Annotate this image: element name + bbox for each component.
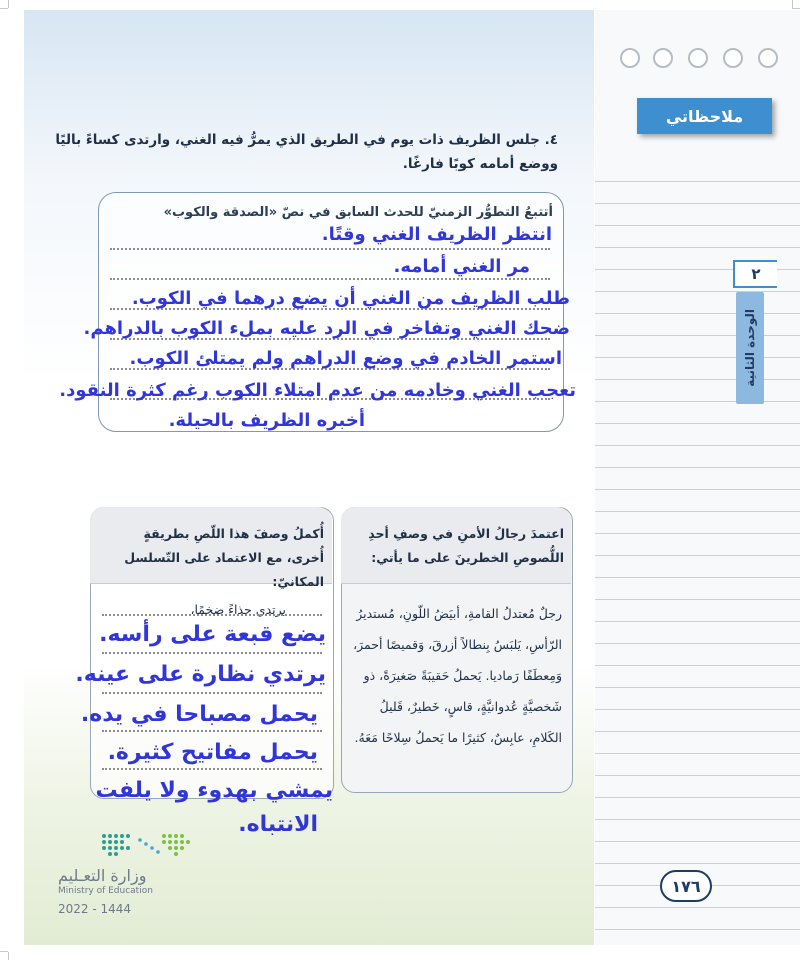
answer-line [102,692,322,694]
describe-answer-6: الانتباه. [238,812,318,837]
describe-thief-heading: أُكملُ وصفَ هذا اللّصِ بطريقةٍ أُخرى، مع الاعتماد على التّسلسل المكانيّ: [124,526,324,589]
describe-answer-3: يحمل مصباحا في يده. [80,702,318,727]
answer-line [102,768,322,770]
timeline-answer-1: انتظر الظريف الغني وقتًا. [321,224,552,245]
answer-line [102,730,322,732]
describe-answer-1: يضع قبعة على رأسه. [99,622,326,647]
timeline-answer-7: أخبره الظريف بالحيلة. [168,410,365,431]
answer-line [110,248,550,250]
unit-label: الوحدة الثانية [743,309,757,387]
describe-answer-4: يحمل مفاتيح كثيرة. [107,740,318,765]
page-number: ١٧٦ [660,870,712,902]
unit-tab [736,292,764,404]
timeline-answer-6: تعجب الغني وخادمه من عدم امتلاء الكوب رغم كثرة النقود. [59,380,576,401]
binder-ring-icon [653,48,673,68]
timeline-box-title: أتتبعُ التطوُّر الزمنيّ للحدث السابق في نصّ «الصدقة والكوب» [163,205,553,220]
binder-ring-icon [620,48,640,68]
police-description-heading: اعتمدَ رجالُ الأمنِ في وصفِ أحدِ اللُّصوصِ الخطرينَ على ما يأتي: [368,526,564,565]
ministry-logo-icon [100,832,190,858]
describe-thief-starter: يرتدي حذاءً ضخمًا، [190,602,286,617]
binder-ring-icon [723,48,743,68]
ministry-name-english: Ministry of Education [58,886,153,896]
timeline-answer-4: ضحك الغني وتفاخر في الرد عليه بملء الكوب بالدراهم. [83,318,570,339]
answer-line [102,614,322,616]
describe-answer-5: يمشي بهدوء ولا يلفت [95,778,333,803]
binder-ring-icon [688,48,708,68]
timeline-answer-3: طلب الظريف من الغني أن يضع درهما في الكوب. [131,288,570,309]
answer-line [102,652,322,654]
question-text: ٤. جلس الظريف ذات يوم في الطريق الذي يمرُّ فيه الغني، وارتدى كساءً باليًا ووضع أمامه كوبًا فارغًا. [55,132,558,172]
police-description-body: رجلٌ مُعتدلُ القامةِ، أبيَضُ اللّونِ، مُستديرُ الرّأسِ، يَلبَسُ بِنطالاً أزرقَ، وَقميصًا أحمرَ، وَمِعطَفًا رَماديا. يَحملُ حَقيبَةً صَغيرَةً، ذو شَخصيَّةٍ عُدوانيَّةٍ، قاسٍ، خَطيرٌ، قَليلُ الكَلامِ، عابِسٌ، كثيرًا ما يَحملُ سِلاحًا مَعَهُ. [353,606,562,745]
chapter-number: ٢ [733,260,777,288]
answer-line [110,278,550,280]
notes-tab: ملاحظاتي [637,98,772,134]
timeline-answer-2: مر الغني أمامه. [393,256,530,277]
ministry-name-arabic: وزارة التعـليم [58,866,147,885]
describe-answer-2: يرتدي نظارة على عينه. [75,662,326,687]
edition-year: 2022 - 1444 [58,902,132,916]
timeline-answer-5: استمر الخادم في وضع الدراهم ولم يمتلئ الكوب. [129,348,562,369]
binder-ring-icon [758,48,778,68]
notes-sidebar [595,10,800,945]
